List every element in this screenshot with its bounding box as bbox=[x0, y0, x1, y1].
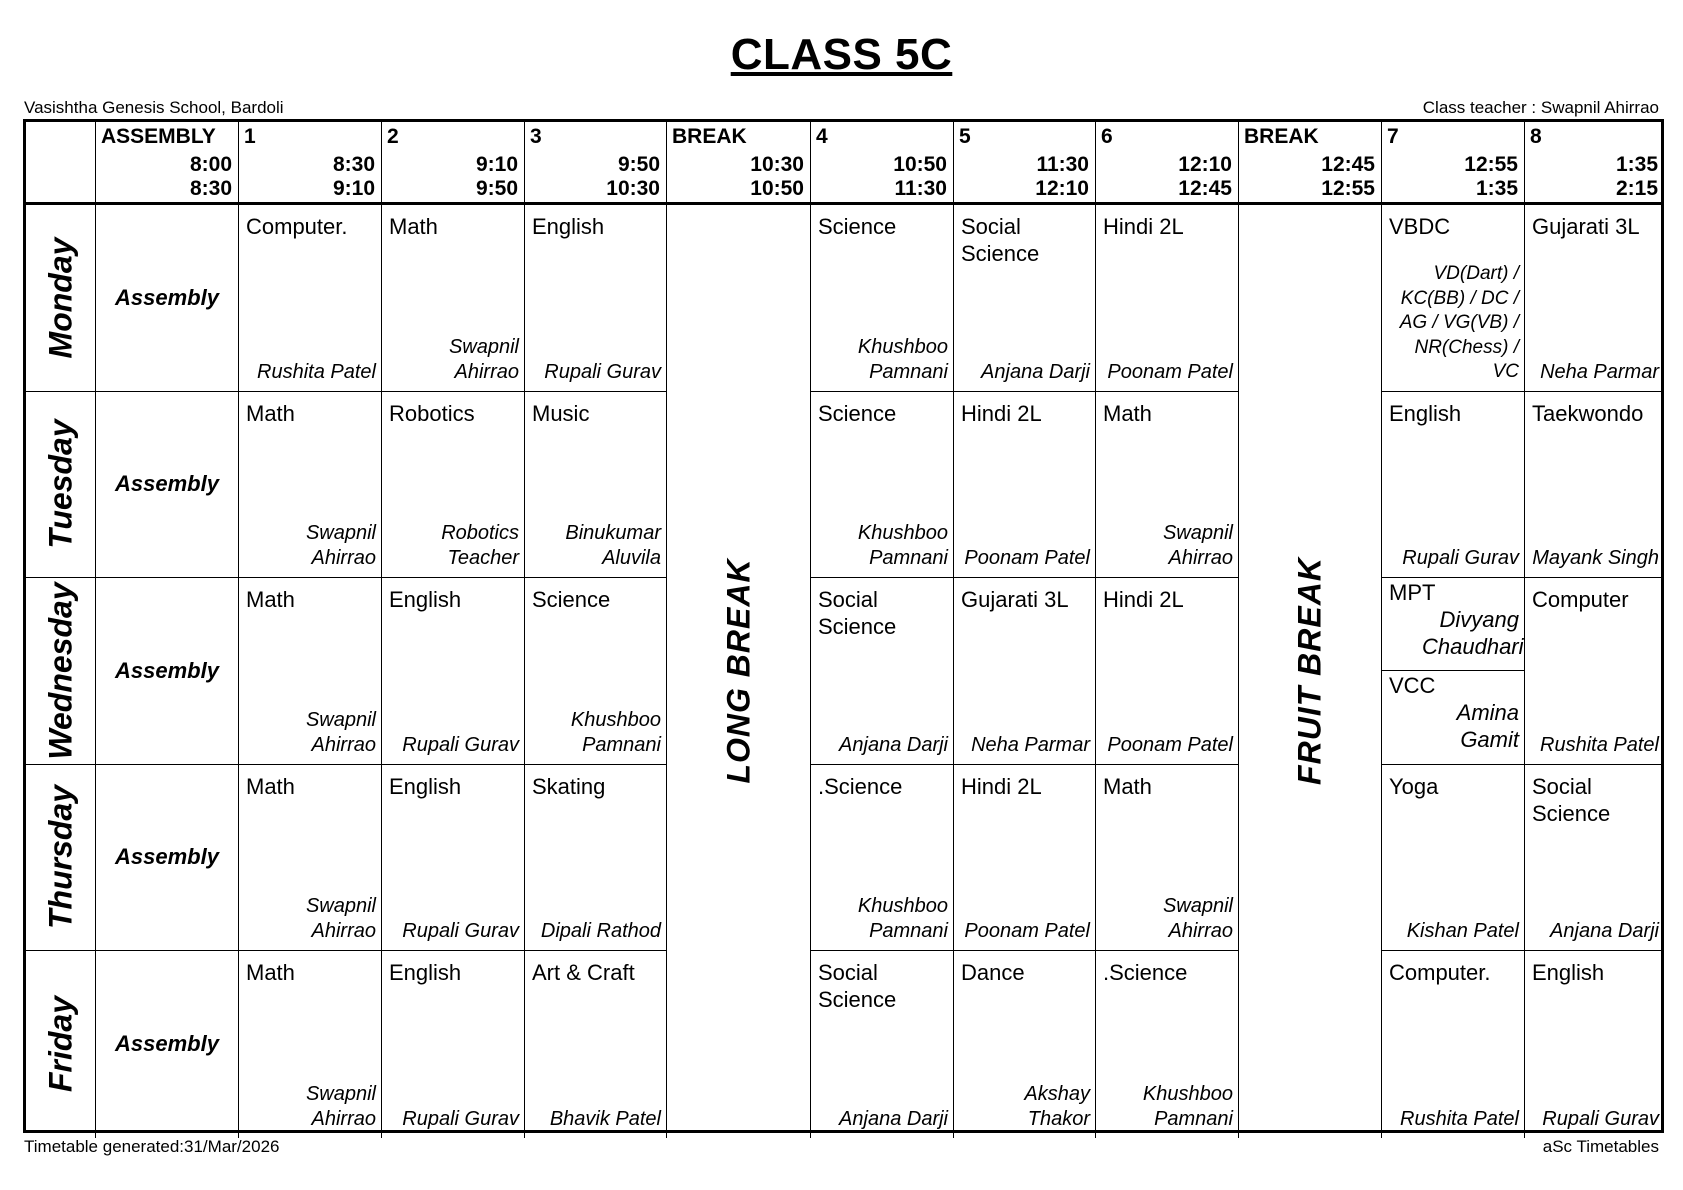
school-name: Vasishtha Genesis School, Bardoli bbox=[24, 98, 284, 117]
lesson-subject: English bbox=[1532, 960, 1605, 985]
period-name: 1 bbox=[244, 125, 256, 148]
lesson-subject: Hindi 2L bbox=[961, 400, 1042, 426]
lesson-cell bbox=[1382, 578, 1525, 765]
lesson-cell bbox=[239, 951, 382, 1138]
lesson-teacher: Khushboo Pamnani bbox=[857, 522, 948, 569]
lesson-subject: Social Science bbox=[961, 214, 1040, 266]
lesson-teacher: Anjana Darji bbox=[1550, 920, 1659, 942]
timetable-grid bbox=[23, 119, 1664, 1133]
period-header bbox=[1525, 122, 1664, 205]
lesson-teacher: Rushita Patel bbox=[257, 360, 376, 383]
period-name: 4 bbox=[816, 125, 828, 148]
period-header bbox=[96, 122, 239, 205]
lesson-cell bbox=[1096, 392, 1239, 579]
lesson-cell bbox=[1382, 951, 1525, 1138]
lesson-teacher: Poonam Patel bbox=[964, 547, 1090, 569]
lesson-cell bbox=[954, 951, 1096, 1138]
lesson-subject: Art & Craft bbox=[532, 960, 635, 985]
generated-date: Timetable generated:31/Mar/2026 bbox=[24, 1137, 280, 1156]
period-name: ASSEMBLY bbox=[101, 125, 216, 148]
lesson-subject: Music bbox=[532, 400, 590, 426]
period-end: 9:50 bbox=[475, 177, 518, 200]
lesson-teacher: VD(Dart) / KC(BB) / DC / AG / VG(VB) / NR(Chess) / VC bbox=[1399, 263, 1519, 382]
lesson-subject: Hindi 2L bbox=[961, 773, 1042, 799]
day-name: Wednesday bbox=[42, 582, 78, 760]
lesson-cell bbox=[811, 205, 954, 392]
break-label: FRUIT BREAK bbox=[1291, 557, 1328, 786]
lesson-subject: Science bbox=[532, 587, 611, 612]
assembly-label: Assembly bbox=[115, 844, 219, 870]
period-start: 12:10 bbox=[1178, 153, 1232, 176]
period-name: 3 bbox=[530, 125, 542, 148]
period-start: 11:30 bbox=[1036, 153, 1089, 176]
lesson-subject: Math bbox=[1103, 400, 1152, 426]
period-start: 1:35 bbox=[1615, 153, 1658, 176]
lesson-teacher: Swapnil Ahirrao bbox=[305, 895, 376, 942]
lesson-subject: Robotics bbox=[389, 400, 475, 426]
period-name: 7 bbox=[1387, 125, 1399, 148]
lesson-teacher: Swapnil Ahirrao bbox=[305, 522, 376, 569]
lesson-teacher: Kishan Patel bbox=[1406, 920, 1519, 942]
period-end: 11:30 bbox=[894, 177, 947, 200]
lesson-cell bbox=[1096, 205, 1239, 392]
lesson-subject: Math bbox=[1103, 773, 1152, 799]
period-start: 10:30 bbox=[750, 153, 804, 176]
lesson-cell bbox=[1525, 392, 1664, 579]
day-name: Thursday bbox=[42, 785, 78, 930]
day-label-tuesday bbox=[26, 392, 96, 579]
lesson-teacher: Poonam Patel bbox=[1107, 733, 1233, 756]
lesson-subject: Social Science bbox=[1532, 773, 1611, 826]
lesson-teacher: Khushboo Pamnani bbox=[857, 335, 948, 383]
lesson-teacher: Neha Parmar bbox=[1540, 360, 1659, 383]
lesson-subject: Gujarati 3L bbox=[961, 587, 1069, 612]
lesson-teacher: Anjana Darji bbox=[839, 733, 948, 756]
period-name: 8 bbox=[1530, 125, 1542, 148]
lesson-cell bbox=[382, 578, 525, 765]
lesson-cell bbox=[525, 765, 667, 952]
lesson-subject: Hindi 2L bbox=[1103, 214, 1184, 239]
period-end: 1:35 bbox=[1475, 177, 1518, 200]
long-break-column bbox=[667, 205, 811, 1138]
lesson-cell bbox=[525, 951, 667, 1138]
period-name: BREAK bbox=[672, 125, 747, 148]
day-label-monday bbox=[26, 205, 96, 392]
fruit-break-column bbox=[1239, 205, 1382, 1138]
lesson-subject: Science bbox=[818, 214, 897, 239]
lesson-teacher: Divyang Chaudhari bbox=[1422, 607, 1524, 659]
lesson-subject: English bbox=[389, 773, 462, 799]
lesson-subject: .Science bbox=[1103, 960, 1188, 985]
day-label-friday bbox=[26, 951, 96, 1138]
lesson-subject: Math bbox=[246, 960, 295, 985]
assembly-cell bbox=[96, 951, 239, 1138]
lesson-teacher: Anjana Darji bbox=[839, 1107, 948, 1130]
lesson-cell bbox=[239, 392, 382, 579]
lesson-teacher: Mayank Singh bbox=[1532, 547, 1659, 569]
period-start: 10:50 bbox=[893, 153, 947, 176]
lesson-teacher: Rupali Gurav bbox=[1542, 1107, 1659, 1130]
lesson-subject: Math bbox=[389, 214, 438, 239]
period-start: 8:30 bbox=[332, 153, 375, 176]
lesson-cell bbox=[525, 205, 667, 392]
period-name: 2 bbox=[387, 125, 399, 148]
lesson-teacher: Rupali Gurav bbox=[402, 920, 519, 942]
lesson-cell bbox=[239, 765, 382, 952]
break-label: LONG BREAK bbox=[720, 558, 756, 784]
day-label-box bbox=[26, 578, 95, 764]
lesson-cell bbox=[1096, 765, 1239, 952]
lesson-subject: VCC bbox=[1389, 673, 1436, 699]
lesson-subject: Gujarati 3L bbox=[1532, 214, 1640, 239]
day-label-box bbox=[26, 392, 95, 578]
lesson-cell bbox=[1382, 765, 1525, 952]
lesson-teacher: Khushboo Pamnani bbox=[1142, 1082, 1233, 1130]
period-start: 8:00 bbox=[189, 153, 232, 176]
lesson-cell bbox=[382, 951, 525, 1138]
lesson-teacher: Amina Gamit bbox=[1456, 700, 1519, 753]
lesson-cell bbox=[1096, 951, 1239, 1138]
day-label-thursday bbox=[26, 765, 96, 952]
lesson-cell bbox=[954, 205, 1096, 392]
lesson-teacher: Swapnil Ahirrao bbox=[305, 1082, 376, 1130]
lesson-cell bbox=[1525, 205, 1664, 392]
lesson-teacher: Swapnil Ahirrao bbox=[1162, 895, 1233, 942]
day-name: Friday bbox=[42, 996, 78, 1093]
period-header bbox=[811, 122, 954, 205]
software-credit: aSc Timetables bbox=[1542, 1137, 1659, 1156]
lesson-teacher: Rupali Gurav bbox=[402, 1107, 519, 1130]
header-corner bbox=[26, 122, 96, 205]
period-end: 10:30 bbox=[606, 177, 660, 200]
lesson-subject: Skating bbox=[532, 773, 606, 799]
page-title: CLASS 5C bbox=[730, 30, 953, 79]
period-start: 9:10 bbox=[475, 153, 518, 176]
period-name: BREAK bbox=[1244, 125, 1319, 148]
lesson-subject: Math bbox=[246, 587, 295, 612]
lesson-subject: MPT bbox=[1389, 580, 1436, 605]
day-name: Monday bbox=[42, 237, 78, 359]
lesson-cell bbox=[239, 205, 382, 392]
period-end: 8:30 bbox=[189, 177, 232, 200]
lesson-cell bbox=[1525, 765, 1664, 952]
lesson-cell bbox=[1525, 951, 1664, 1138]
lesson-cell bbox=[811, 951, 954, 1138]
lesson-cell bbox=[1382, 205, 1525, 392]
day-label-box bbox=[26, 205, 95, 391]
lesson-subject: Dance bbox=[961, 960, 1025, 985]
assembly-label: Assembly bbox=[115, 657, 219, 683]
period-header bbox=[239, 122, 382, 205]
lesson-subject: Computer bbox=[1532, 587, 1629, 612]
period-name: 6 bbox=[1101, 125, 1113, 148]
period-header bbox=[525, 122, 667, 205]
period-header bbox=[1096, 122, 1239, 205]
lesson-teacher: Khushboo Pamnani bbox=[857, 895, 948, 942]
lesson-teacher: Rupali Gurav bbox=[544, 360, 661, 383]
lesson-cell bbox=[382, 392, 525, 579]
period-end: 12:10 bbox=[1035, 177, 1089, 200]
period-end: 9:10 bbox=[332, 177, 375, 200]
period-end: 10:50 bbox=[750, 177, 804, 200]
lesson-cell bbox=[954, 578, 1096, 765]
lesson-subject: Taekwondo bbox=[1532, 400, 1644, 426]
lesson-cell bbox=[1096, 578, 1239, 765]
lesson-subject: English bbox=[389, 587, 462, 612]
assembly-cell bbox=[96, 578, 239, 765]
lesson-teacher: Poonam Patel bbox=[1107, 360, 1233, 383]
period-start: 12:55 bbox=[1464, 153, 1518, 176]
period-start: 12:45 bbox=[1321, 153, 1375, 176]
lesson-cell bbox=[811, 765, 954, 952]
assembly-cell bbox=[96, 765, 239, 952]
lesson-cell bbox=[239, 578, 382, 765]
lesson-subject: Computer. bbox=[246, 214, 348, 239]
period-end: 12:45 bbox=[1178, 177, 1232, 200]
lesson-cell bbox=[525, 392, 667, 579]
day-label-box bbox=[26, 951, 95, 1138]
assembly-cell bbox=[96, 205, 239, 392]
lesson-teacher: Akshay Thakor bbox=[1024, 1082, 1090, 1130]
assembly-label: Assembly bbox=[115, 284, 219, 310]
lesson-teacher: Poonam Patel bbox=[964, 920, 1090, 942]
lesson-subject: Science bbox=[818, 400, 897, 426]
lesson-teacher: Swapnil Ahirrao bbox=[1162, 522, 1233, 569]
lesson-subject: Yoga bbox=[1389, 773, 1439, 799]
lesson-teacher: Swapnil Ahirrao bbox=[448, 335, 519, 383]
assembly-cell bbox=[96, 392, 239, 579]
lesson-split-bottom bbox=[1382, 671, 1524, 764]
lesson-cell bbox=[525, 578, 667, 765]
lesson-cell bbox=[811, 392, 954, 579]
period-header bbox=[382, 122, 525, 205]
lesson-teacher: Bhavik Patel bbox=[549, 1107, 661, 1130]
lesson-subject: Computer. bbox=[1389, 960, 1491, 985]
lesson-subject: .Science bbox=[818, 773, 903, 799]
lesson-teacher: Rushita Patel bbox=[1540, 733, 1659, 756]
day-label-box bbox=[26, 765, 95, 951]
lesson-subject: English bbox=[532, 214, 605, 239]
period-start: 9:50 bbox=[617, 153, 660, 176]
lesson-teacher: Rupali Gurav bbox=[1402, 547, 1519, 569]
lesson-cell bbox=[954, 392, 1096, 579]
assembly-label: Assembly bbox=[115, 471, 219, 497]
lesson-teacher: Swapnil Ahirrao bbox=[305, 708, 376, 756]
lesson-teacher: Neha Parmar bbox=[971, 733, 1090, 756]
lesson-teacher: Anjana Darji bbox=[981, 360, 1090, 383]
day-name: Tuesday bbox=[42, 419, 78, 549]
lesson-subject: English bbox=[1389, 400, 1462, 426]
lesson-split-top bbox=[1382, 578, 1524, 671]
lesson-subject: Social Science bbox=[818, 960, 897, 1012]
lesson-cell bbox=[811, 578, 954, 765]
lesson-teacher: Dipali Rathod bbox=[540, 920, 661, 942]
lesson-teacher: Rushita Patel bbox=[1400, 1107, 1519, 1130]
lesson-subject: Math bbox=[246, 400, 295, 426]
lesson-cell bbox=[382, 205, 525, 392]
lesson-subject: Math bbox=[246, 773, 295, 799]
period-header bbox=[1382, 122, 1525, 205]
lesson-teacher: Robotics Teacher bbox=[441, 522, 519, 569]
period-name: 5 bbox=[959, 125, 971, 148]
period-header bbox=[1239, 122, 1382, 205]
lesson-cell bbox=[1382, 392, 1525, 579]
lesson-cell bbox=[1525, 578, 1664, 765]
lesson-subject: Social Science bbox=[818, 587, 897, 639]
period-header bbox=[954, 122, 1096, 205]
assembly-label: Assembly bbox=[115, 1031, 219, 1057]
period-end: 12:55 bbox=[1321, 177, 1375, 200]
lesson-subject: Hindi 2L bbox=[1103, 587, 1184, 612]
lesson-teacher: Khushboo Pamnani bbox=[570, 708, 661, 756]
period-end: 2:15 bbox=[1615, 177, 1658, 200]
lesson-subject: VBDC bbox=[1389, 214, 1451, 239]
period-header bbox=[667, 122, 811, 205]
lesson-teacher: Binukumar Aluvila bbox=[565, 522, 661, 569]
class-teacher: Class teacher : Swapnil Ahirrao bbox=[1422, 98, 1659, 117]
lesson-cell bbox=[382, 765, 525, 952]
day-label-wednesday bbox=[26, 578, 96, 765]
lesson-subject: English bbox=[389, 960, 462, 985]
lesson-teacher: Rupali Gurav bbox=[402, 733, 519, 756]
lesson-cell bbox=[954, 765, 1096, 952]
